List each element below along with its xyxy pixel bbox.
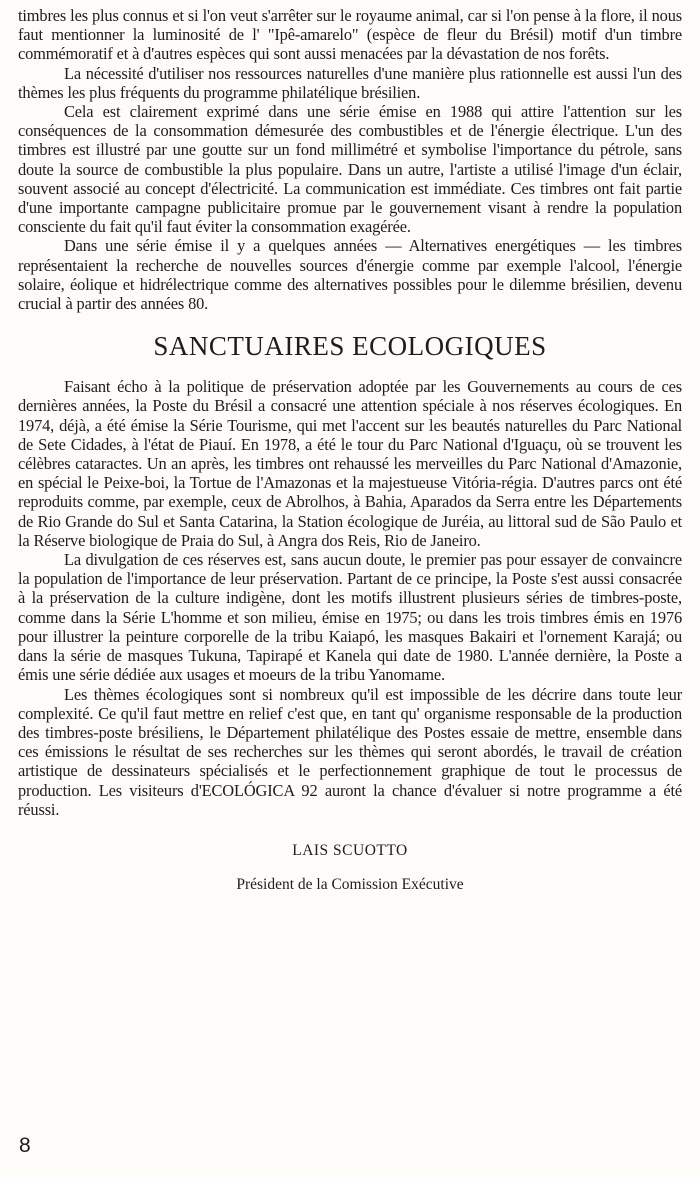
paragraph-indigenous-culture: La divulgation de ces réserves est, sans aucun doute, le premier pas pour essayer de convaincre la population de l'importance de leur préservation. Partant de ce principe, la Poste s'est aussi consacrée à la préservation de la culture indigène, dont les motifs illustrent plusieurs séries de timbres-poste, comme dans la Série L'homme et son milieu, émise en 1975; ou dans les trois timbres émis en 1976 pour illustrer la peinture corporelle de la tribu Kaiapó, les masques Bakairi et l'ornement Karajá; ou dans la série de masques Tukuna, Tapirapé et Kanela qui date de 1980. L'année dernière, la Poste a émis une série dédiée aux usages et moeurs de la tribu Yanomame.	[18, 550, 682, 685]
signature-name: LAIS SCUOTTO	[292, 841, 408, 859]
intro-text	[18, 6, 682, 313]
paragraph-continuation: timbres les plus connus et si l'on veut s'arrêter sur le royaume animal, car si l'on pense à la flore, il nous faut mentionner la luminosité de l' "Ipê-amarelo" (espèce de fleur du Brésil) motif d'un timbre commémoratif et à d'autres espèces qui sont aussi menacées par la dévastation de nos forêts.	[18, 6, 682, 64]
signature-title: Président de la Comission Exécutive	[236, 875, 464, 893]
paragraph-ecological-reserves: Faisant écho à la politique de préservation adoptée par les Gouvernements au cours de ces dernières années, la Poste du Brésil a consacré une attention spéciale à nos réserves écologiques. En 1974, déjà, a été émise la Série Tourisme, qui met l'accent sur les beautés naturelles du Parc National de Sete Cidades, à l'état de Piauí. En 1978, a été le tour du Parc National d'Iguaçu, où se trouvent les célèbres cataractes. Un an après, les timbres ont rehaussé les merveilles du Parc National d'Amazonie, en spécial le Peixe-boi, la Tortue de l'Amazonas et la majestueuse Vitória-régia. D'autres parcs ont été reproduits comme, par exemple, ceux de Abrolhos, à Bahia, Aparados da Serra entre les Départements de Rio Grande do Sul et Santa Catarina, la Station écologique de Juréia, au littoral sud de São Paulo et la Réserve biologique de Praia do Sul, à Angra dos Reis, Rio de Janeiro.	[18, 377, 682, 550]
section-heading: SANCTUAIRES ECOLOGIQUES	[153, 331, 547, 362]
page-number: 8	[19, 1134, 31, 1157]
paragraph-energy-series-1988: Cela est clairement exprimé dans une série émise en 1988 qui attire l'attention sur les conséquences de la consommation démesurée des combustibles et de l'énergie électrique. L'un des timbres est illustré par une goutte sur un fond millimétré et symbolise l'importance du pétrole, sans doute la source de combustible la plus populaire. Dans un autre, l'artiste a utilisé l'image d'un éclair, souvent associé au concept d'électricité. La communication est immédiate. Ces timbres ont fait partie d'une importante campagne publicitaire promue par le gouvernement visant à rendre la population consciente du fait qu'il faut éviter la consommation exagérée.	[18, 102, 682, 237]
section-body	[18, 377, 682, 819]
signature-block	[18, 841, 682, 895]
paragraph-alternative-energy: Dans une série émise il y a quelques années — Alternatives energétiques — les timbres représentaient la recherche de nouvelles sources d'énergie comme par exemple l'alcool, l'énergie solaire, éolique et hidrélectrique comme des alternatives possibles pour le dilemme brésilien, devenu crucial à partir des années 80.	[18, 236, 682, 314]
paragraph-ecological-themes: Les thèmes écologiques sont si nombreux qu'il est impossible de les décrire dans toute leur complexité. Ce qu'il faut mettre en relief c'est que, en tant qu' organisme responsable de la production des timbres-poste brésiliens, le Département philatélique des Postes essaie de mettre, ensemble dans ces émissions le résultat de ses recherches sur les thèmes qui seront abordés, le travail de création artistique de dessinateurs spécialisés et le perfectionnement graphique de tout le processus de production. Les visiteurs d'ECOLÓGICA 92 auront la chance d'évaluer si notre programme a été réussi.	[18, 684, 682, 819]
paragraph-resources: La nécessité d'utiliser nos ressources naturelles d'une manière plus rationnelle est aussi l'un des thèmes les plus fréquents du programme philatélique brésilien.	[18, 63, 682, 102]
